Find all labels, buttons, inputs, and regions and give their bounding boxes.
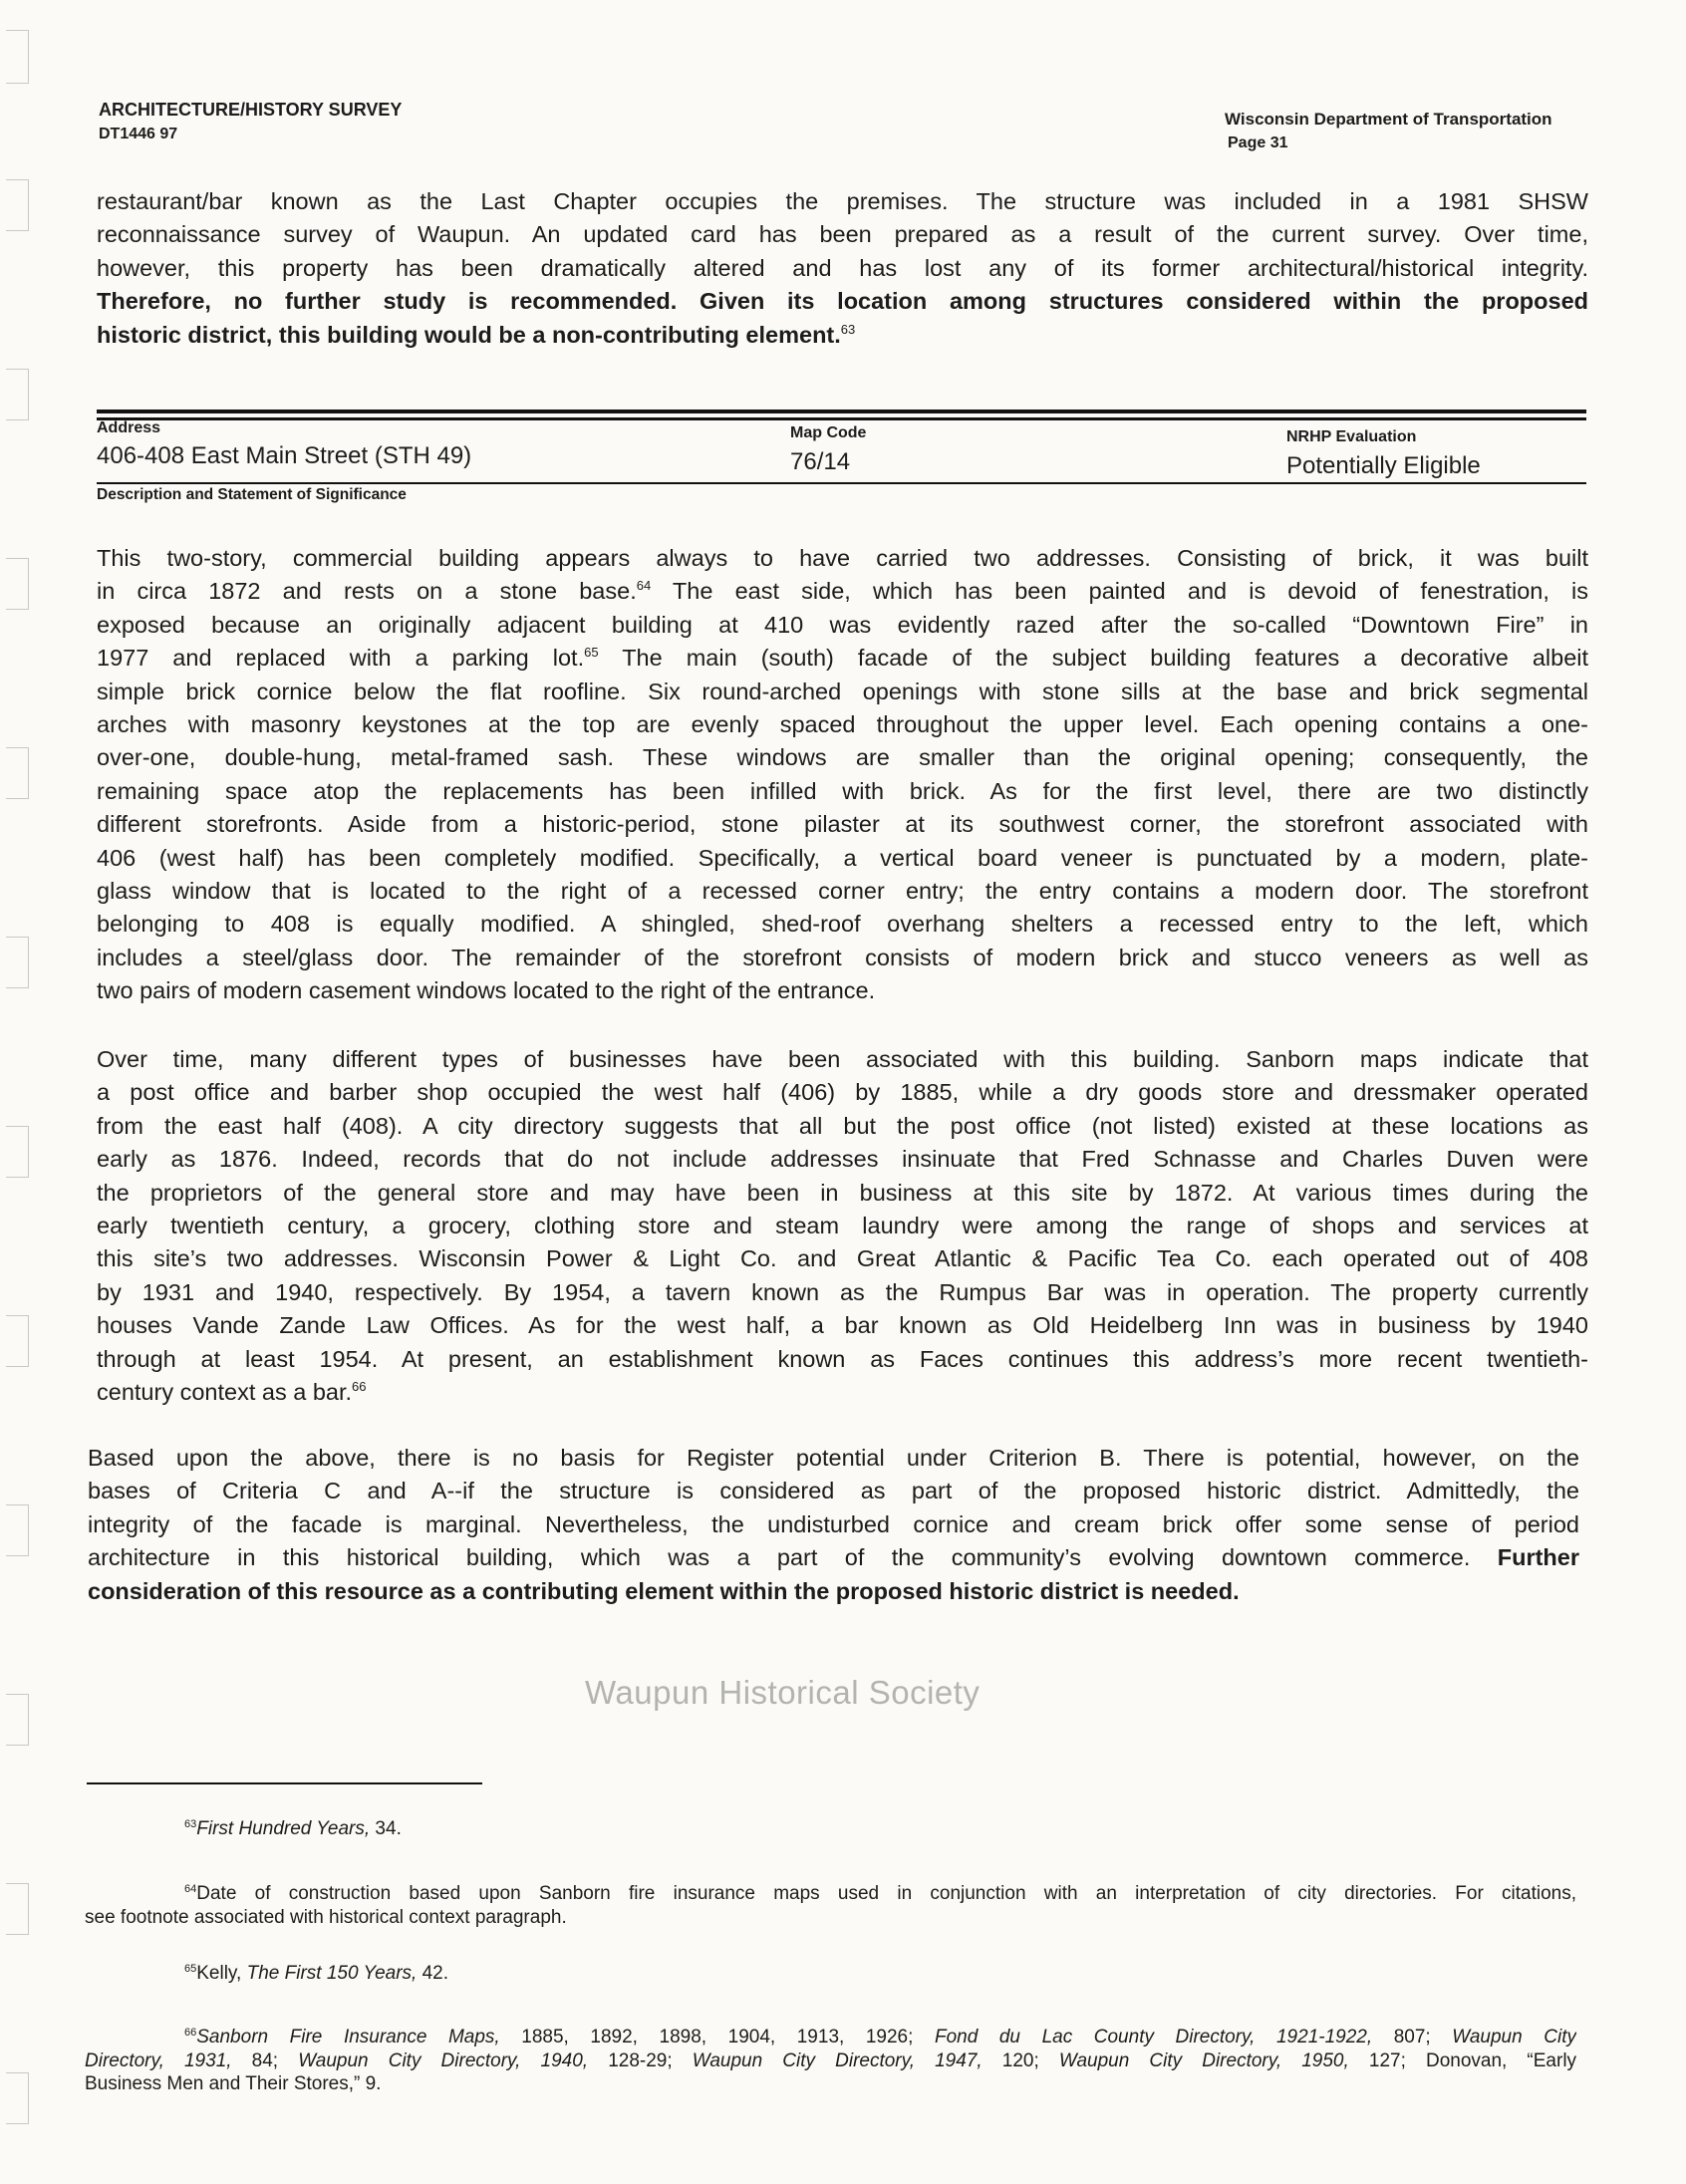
text-segment: Further	[1497, 1544, 1579, 1571]
divider	[97, 410, 1586, 413]
text-segment: century context as a bar.	[97, 1378, 353, 1405]
binder-tab	[6, 2072, 29, 2124]
text-line: includes a steel/glass door. The remainder of the storefront consists of modern brick and stucco veneers as well as	[97, 944, 1588, 970]
binder-tab	[6, 1315, 29, 1367]
text-segment: in circa 1872 and rests on a stone base.	[97, 578, 637, 605]
text-line: the proprietors of the general store and may have been in business at this site by 1872. At various times during the	[97, 1179, 1588, 1206]
footnote-ref: 65	[184, 1963, 197, 1975]
binder-tab	[6, 179, 29, 231]
text-segment: Date of construction based upon Sanborn fire insurance maps used in conjunction with an interpretation of city directories. For citations,	[196, 1883, 1576, 1904]
text-segment: historic district, this building would be a non-contributing element.	[97, 321, 841, 348]
binder-tab	[6, 937, 29, 988]
text-line: remaining space atop the replacements has been infilled with brick. As for the first level, there are two distinctly	[97, 777, 1588, 804]
text-line	[85, 2049, 1576, 2073]
text-segment: 120;	[982, 2049, 1059, 2071]
text-segment: The east side, which has been painted and is devoid of fenestration, is	[651, 578, 1588, 605]
binder-tab	[6, 369, 29, 420]
text-line: however, this property has been dramatically altered and has lost any of its former architectural/historical integrity.	[97, 254, 1588, 281]
text-line: Business Men and Their Stores,” 9.	[85, 2073, 382, 2094]
binder-tab	[6, 747, 29, 799]
address-label: Address	[97, 419, 161, 436]
text-segment: 128-29;	[588, 2049, 693, 2071]
text-line: two pairs of modern casement windows located to the right of the entrance.	[97, 977, 876, 1004]
text-segment: architecture in this historical building, which was a part of the community’s evolving downtown commerce.	[88, 1544, 1498, 1571]
text-line: Based upon the above, there is no basis for Register potential under Criterion B. There is potential, however, on the	[88, 1445, 1579, 1471]
text-segment: 84;	[231, 2049, 299, 2071]
text-segment: The main (south) facade of the subject building features a decorative albeit	[598, 645, 1588, 672]
page-number: Page 31	[1228, 135, 1288, 151]
text-segment: First Hundred Years,	[196, 1818, 371, 1839]
watermark: Waupun Historical Society	[585, 1674, 981, 1711]
text-line: over-one, double-hung, metal-framed sash. These windows are smaller than the original opening; consequently, the	[97, 744, 1588, 771]
text-line: This two-story, commercial building appears always to have carried two addresses. Consisting of brick, it was built	[97, 545, 1588, 571]
footnote-divider	[87, 1782, 482, 1784]
text-line: a post office and barber shop occupied the west half (406) by 1885, while a dry goods store and dressmaker operated	[97, 1079, 1588, 1106]
text-line: integrity of the facade is marginal. Nevertheless, the undisturbed cornice and cream brick offer some sense of period	[88, 1510, 1579, 1537]
text-line	[97, 285, 1588, 318]
text-segment: 1885, 1892, 1898, 1904, 1913, 1926;	[499, 2027, 935, 2048]
text-line	[97, 319, 1588, 352]
text-line	[97, 575, 1588, 608]
text-segment: Waupun City Directory, 1947,	[692, 2049, 983, 2071]
text-line: exposed because an originally adjacent building at 410 was evidently razed after the so-called “Downtown Fire” in	[97, 611, 1588, 638]
department-name: Wisconsin Department of Transportation	[1225, 110, 1552, 129]
text-line: restaurant/bar known as the Last Chapter occupies the premises. The structure was included in a 1981 SHSW	[97, 188, 1588, 214]
text-line	[85, 1962, 1576, 1986]
footnote-65	[85, 1962, 1576, 1986]
text-segment: The First 150 Years,	[246, 1963, 418, 1984]
text-segment: 34.	[370, 1818, 402, 1839]
text-segment: Waupun City Directory, 1940,	[298, 2049, 589, 2071]
text-line: bases of Criteria C and A--if the structure is considered as part of the proposed historic district. Admittedly, the	[88, 1478, 1579, 1504]
nrhp-value: Potentially Eligible	[1286, 452, 1481, 479]
paragraph-history	[97, 1043, 1588, 1409]
divider	[97, 482, 1586, 484]
map-code-label: Map Code	[790, 424, 867, 441]
text-segment: consideration of this resource as a contributing element within the proposed historic district is needed.	[88, 1577, 1240, 1604]
text-line: houses Vande Zande Law Offices. As for the west half, a bar known as Old Heidelberg Inn was in business by 1940	[97, 1312, 1588, 1339]
text-line	[88, 1575, 1579, 1608]
footnote-ref: 64	[636, 578, 652, 594]
text-line: Over time, many different types of businesses have been associated with this building. Sanborn maps indicate that	[97, 1046, 1588, 1072]
footnote-63	[85, 1817, 1576, 1841]
binder-tab	[6, 1126, 29, 1178]
text-line: simple brick cornice below the flat roofline. Six round-arched openings with stone sills at the base and brick segmental	[97, 678, 1588, 704]
footnote-64	[85, 1882, 1576, 1929]
binder-tab	[6, 558, 29, 610]
text-line: early twentieth century, a grocery, clothing store and steam laundry were among the range of shops and services at	[97, 1212, 1588, 1238]
text-segment: Kelly,	[196, 1963, 247, 1984]
text-line: see footnote associated with historical context paragraph.	[85, 1906, 567, 1928]
text-segment: Fond du Lac County Directory, 1921-1922,	[934, 2027, 1373, 2048]
text-segment: Waupun City	[1452, 2027, 1576, 2048]
text-segment: Therefore, no further study is recommended. Given its location among structures considered within the proposed	[97, 288, 1588, 315]
intro-paragraph	[97, 185, 1588, 352]
text-line: arches with masonry keystones at the top are evenly spaced throughout the upper level. Each opening contains a one-	[97, 710, 1588, 737]
footnote-ref: 63	[840, 321, 856, 337]
text-segment: 1977 and replaced with a parking lot.	[97, 645, 585, 672]
footnote-66	[85, 2026, 1576, 2096]
text-line: early as 1876. Indeed, records that do not include addresses insinuate that Fred Schnasse and Charles Duven were	[97, 1146, 1588, 1173]
survey-title: ARCHITECTURE/HISTORY SURVEY	[99, 100, 403, 120]
text-line: 406 (west half) has been completely modified. Specifically, a vertical board veneer is punctuated by a modern, plate-	[97, 844, 1588, 871]
text-segment: Waupun City Directory, 1950,	[1058, 2049, 1349, 2071]
text-line	[85, 1817, 1576, 1841]
description-label: Description and Statement of Significance	[97, 486, 407, 503]
text-line: from the east half (408). A city directory suggests that all but the post office (not listed) existed at these locations as	[97, 1112, 1588, 1139]
binder-tab	[6, 1504, 29, 1556]
footnote-ref: 63	[184, 1818, 197, 1830]
binder-tab	[6, 1883, 29, 1935]
text-line: glass window that is located to the right of a recessed corner entry; the entry contains a modern door. The storefront	[97, 877, 1588, 904]
address-value: 406-408 East Main Street (STH 49)	[97, 442, 472, 469]
text-segment: 807;	[1372, 2027, 1453, 2048]
text-segment: Directory, 1931,	[85, 2049, 232, 2071]
text-line: by 1931 and 1940, respectively. By 1954, a tavern known as the Rumpus Bar was in operation. The property currently	[97, 1278, 1588, 1305]
binder-tab	[6, 30, 29, 84]
divider	[97, 417, 1586, 420]
text-line: this site’s two addresses. Wisconsin Power & Light Co. and Great Atlantic & Pacific Tea Co. each operated out of 408	[97, 1245, 1588, 1272]
text-line: through at least 1954. At present, an establishment known as Faces continues this address’s more recent twentieth-	[97, 1345, 1588, 1372]
footnote-ref: 64	[184, 1883, 197, 1895]
text-line: reconnaissance survey of Waupun. An updated card has been prepared as a result of the current survey. Over time,	[97, 221, 1588, 248]
text-line	[88, 1541, 1579, 1574]
text-line	[85, 2026, 1576, 2049]
paragraph-description	[97, 542, 1588, 1007]
text-segment: 42.	[417, 1963, 449, 1984]
footnote-ref: 66	[352, 1378, 367, 1394]
text-line	[97, 642, 1588, 675]
binder-tab	[6, 1694, 29, 1746]
text-line: belonging to 408 is equally modified. A shingled, shed-roof overhang shelters a recessed entry to the left, which	[97, 911, 1588, 938]
paragraph-evaluation	[88, 1442, 1579, 1608]
footnote-ref: 66	[184, 2027, 197, 2039]
text-line: different storefronts. Aside from a historic-period, stone pilaster at its southwest corner, the storefront associated with	[97, 811, 1588, 838]
footnote-ref: 65	[584, 645, 599, 661]
map-code-value: 76/14	[790, 448, 851, 475]
text-line	[85, 1882, 1576, 1906]
nrhp-label: NRHP Evaluation	[1286, 428, 1417, 445]
text-segment: 127; Donovan, “Early	[1348, 2049, 1576, 2071]
text-segment: Sanborn Fire Insurance Maps,	[196, 2027, 500, 2048]
form-code: DT1446 97	[99, 126, 178, 142]
text-line	[97, 1376, 1588, 1409]
